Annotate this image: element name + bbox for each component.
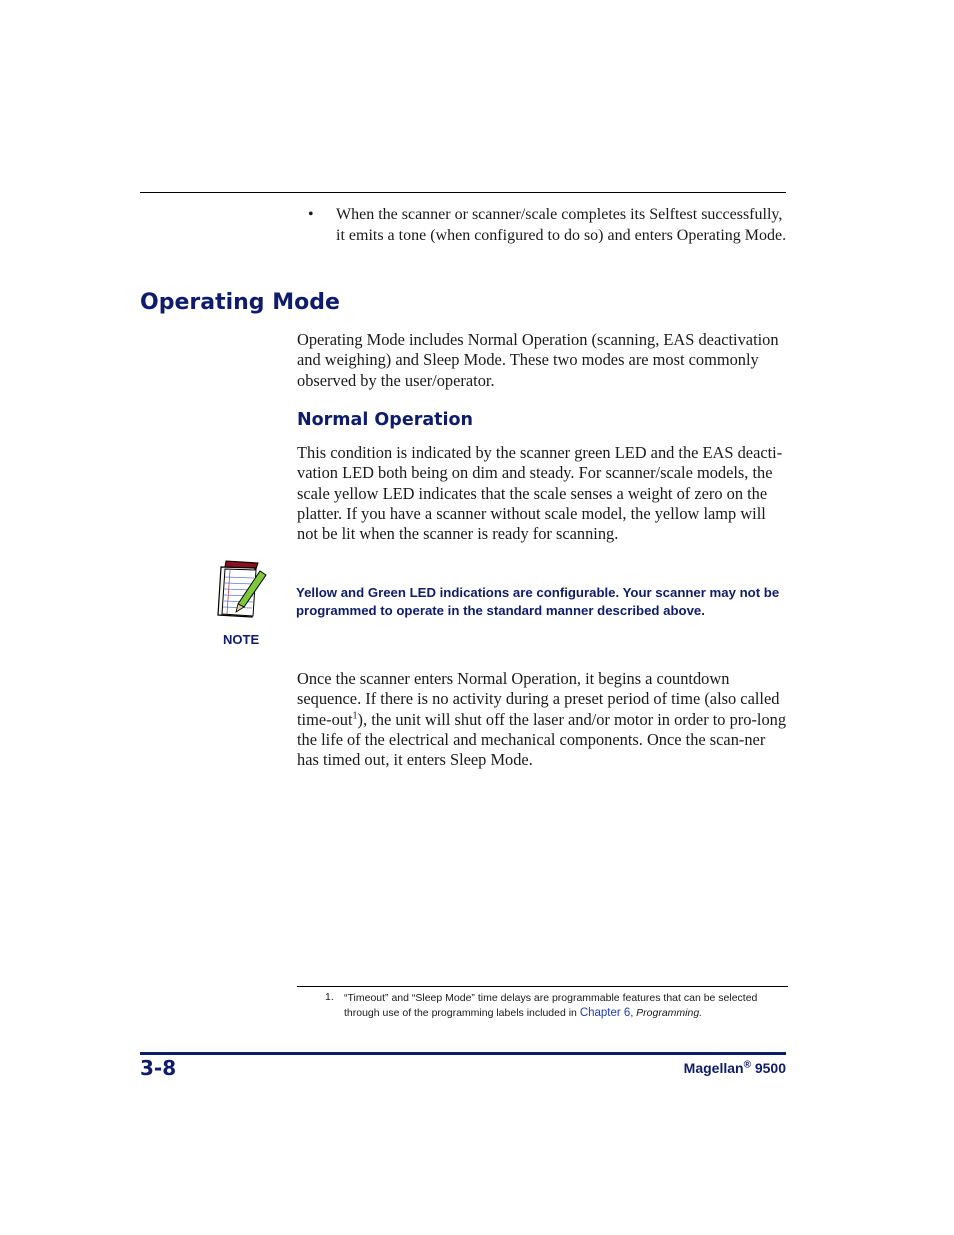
footnote-number: 1.: [325, 991, 334, 1003]
footer-rule: [140, 1052, 786, 1055]
footnote-text: [344, 991, 790, 1021]
normal-operation-paragraph: This condition is indicated by the scanner green LED and the EAS deacti-vation LED both being on dim and steady. For scanner/scale models, the scale yellow LED indicates that the scale senses a weight of zero on the platter. If you have a scanner without scale model, the yellow lamp will not be lit when the scanner is ready for scanning.: [297, 443, 783, 544]
top-rule: [140, 192, 786, 193]
countdown-text-end: ), the unit will shut off the laser and/or motor in order to pro-long the life of the electrical and mechanical components. Once the scan-ner has timed out, it enters Sleep Mode.: [297, 709, 787, 770]
chapter-link[interactable]: Chapter 6: [579, 1007, 631, 1019]
countdown-paragraph: [297, 669, 789, 770]
footnote-separator: ,: [630, 1007, 637, 1019]
notepad-pencil-icon: [216, 559, 268, 619]
product-model: 9500: [750, 1060, 786, 1076]
section-intro: Operating Mode includes Normal Operation (scanning, EAS deactivation and weighing) and Sleep Mode. These two modes are most commonly observed by the user/operator.: [297, 330, 779, 390]
page-number: 3-8: [140, 1056, 177, 1080]
footnote-reference[interactable]: 1: [352, 710, 358, 722]
footnote-body: “Timeout” and “Sleep Mode” time delays are programmable features that can be selected through use of the programming labels included in: [344, 992, 758, 1019]
note-text: Yellow and Green LED indications are configurable. Your scanner may not be programmed to operate in the standard manner described above.: [296, 585, 780, 618]
product-name: [684, 1060, 786, 1076]
footnote-rule: [297, 986, 788, 987]
product-brand: Magellan: [683, 1060, 744, 1076]
bullet-symbol: •: [308, 206, 314, 223]
bullet-text: When the scanner or scanner/scale completes its Selftest successfully, it emits a tone (when configured to do so) and enters Operating Mode.: [336, 206, 787, 244]
section-heading: Operating Mode: [140, 290, 340, 315]
countdown-text-start: Once the scanner enters Normal Operation, it begins a countdown sequence. If there is no activity during a preset period of time (also called time-out: [297, 669, 780, 729]
note-label: NOTE: [223, 632, 260, 647]
subsection-heading: Normal Operation: [297, 410, 473, 430]
footnote-italic: Programming.: [636, 1007, 703, 1019]
registered-mark: ®: [743, 1059, 751, 1071]
